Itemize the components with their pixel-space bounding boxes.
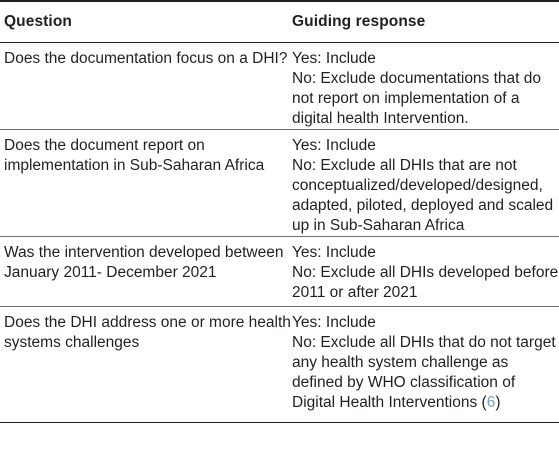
table-header-row: [0, 1, 559, 42]
response-no: No: Exclude documentations that do not report on implementation of a digital health Intervention.: [292, 69, 542, 127]
table-row: [0, 129, 559, 236]
response-cell: [292, 129, 559, 236]
table-row: [0, 42, 559, 129]
response-no-text: No: Exclude all DHIs that do not target any health system challenge as defined by WHO classification of Digital Health Interventions (: [292, 333, 556, 411]
reference-link[interactable]: 6: [486, 393, 496, 411]
header-guiding-response: Guiding response: [292, 1, 559, 42]
header-question: Question: [0, 1, 292, 42]
question-cell: Was the intervention developed between January 2011- December 2021: [0, 236, 292, 306]
response-yes: Yes: Include: [292, 243, 376, 261]
table-row: [0, 236, 559, 306]
question-cell: Does the DHI address one or more health systems challenges: [0, 306, 292, 422]
response-yes: Yes: Include: [292, 136, 376, 154]
response-cell: [292, 306, 559, 422]
response-no-tail: ): [495, 393, 501, 411]
question-cell: Does the documentation focus on a DHI?: [0, 42, 292, 129]
response-cell: [292, 236, 559, 306]
table-row: [0, 306, 559, 422]
response-no: No: Exclude all DHIs that are not conceptualized/developed/designed, adapted, piloted, deployed and scaled up in Sub-Saharan Africa: [292, 156, 554, 234]
response-cell: [292, 42, 559, 129]
response-no: [292, 333, 559, 413]
response-yes: Yes: Include: [292, 313, 376, 331]
response-yes: Yes: Include: [292, 49, 376, 67]
question-cell: Does the document report on implementation in Sub-Saharan Africa: [0, 129, 292, 236]
response-no: No: Exclude all DHIs developed before 2011 or after 2021: [292, 263, 559, 301]
